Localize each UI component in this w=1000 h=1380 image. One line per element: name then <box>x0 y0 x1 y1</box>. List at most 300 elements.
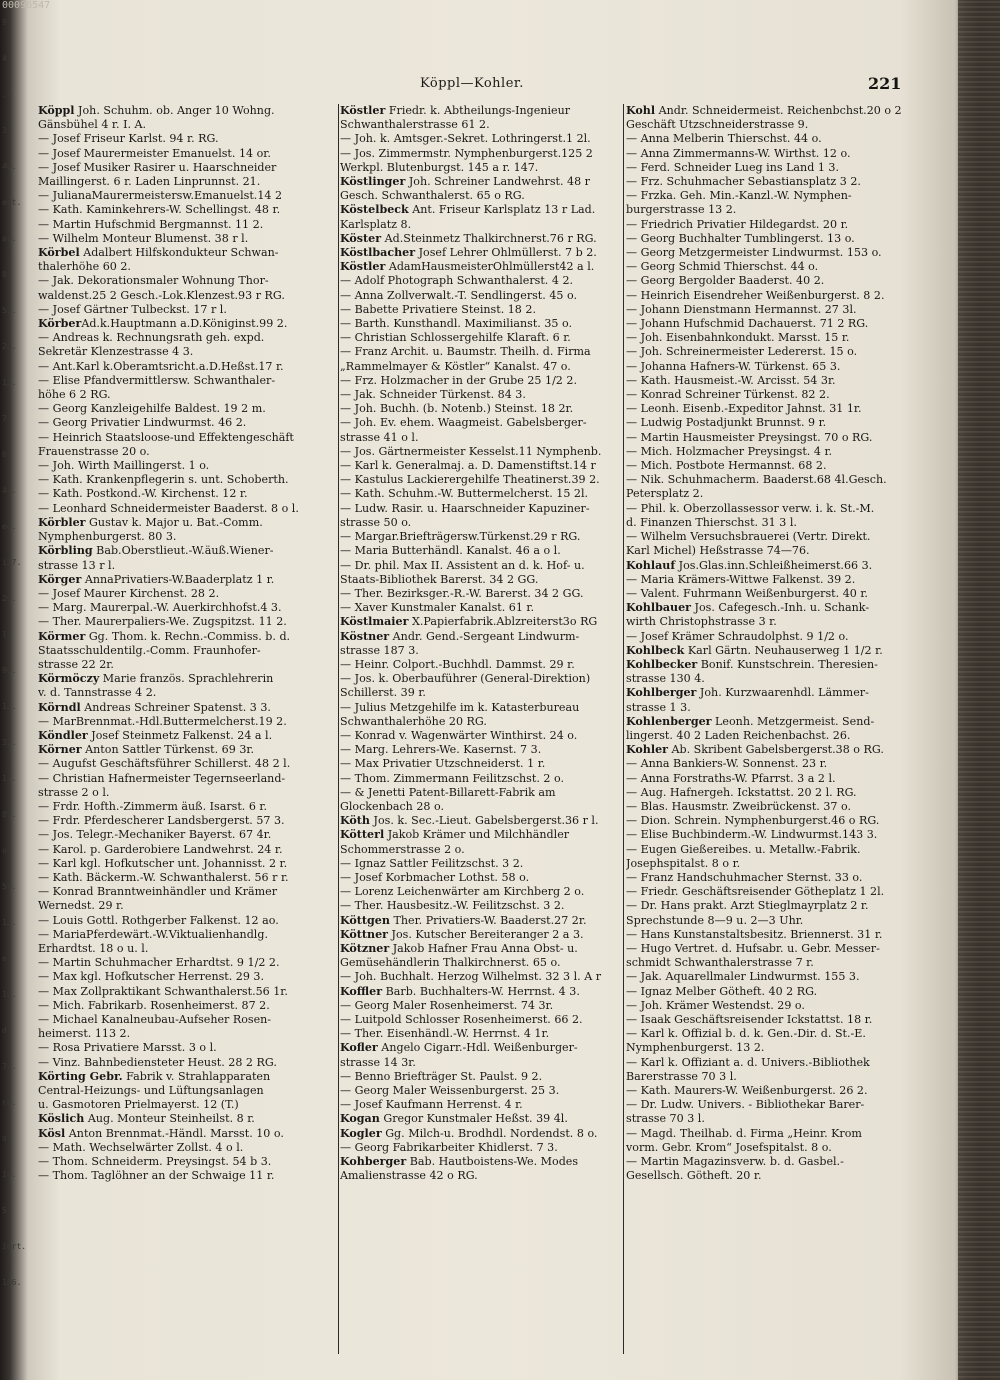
entry-text: — Maria Krämers-Wittwe Falkenst. 39 2. <box>626 572 856 586</box>
entry-text: Frauenstrasse 20 o. <box>38 444 150 458</box>
entry-text: — Georg Maler Weissenburgerst. 25 3. <box>340 1084 560 1098</box>
directory-entry <box>340 530 625 544</box>
directory-entry <box>340 360 625 374</box>
directory-entry <box>626 459 928 473</box>
directory-entry <box>340 473 625 487</box>
entry-text: — Rosa Privatiere Marsst. 3 o l. <box>38 1041 217 1055</box>
entry-text: Barb. Buchhalters-W. Herrnst. 4 3. <box>382 984 580 998</box>
directory-entry <box>626 573 928 587</box>
entry-text: Josephspitalst. 8 o r. <box>626 856 741 870</box>
directory-entry <box>626 1155 928 1169</box>
directory-entry <box>340 701 625 715</box>
surname: Köstlbacher <box>340 246 416 260</box>
directory-entry <box>340 1141 625 1155</box>
margin-mark: 8. <box>2 270 12 279</box>
entry-text: — Kath. Kaminkehrers-W. Schellingst. 48 r. <box>38 203 281 217</box>
directory-entry <box>340 331 625 345</box>
directory-entry <box>38 615 336 629</box>
page-number: 221 <box>868 74 902 93</box>
entry-text: — Joh. Ev. ehem. Waagmeist. Gabelsberger- <box>340 416 587 430</box>
surname: Kohberger <box>340 1155 407 1169</box>
entry-text: Jos. Kutscher Bereiteranger 2 a 3. <box>388 927 584 941</box>
entry-text: Joh. Schreiner Landwehrst. 48 r <box>405 175 590 189</box>
surname: Kösl <box>38 1126 66 1140</box>
directory-entry <box>38 374 336 388</box>
entry-text: — Julius Metzgehilfe im k. Katasterbureau <box>340 700 580 714</box>
directory-entry <box>38 928 336 942</box>
directory-entry <box>340 189 625 203</box>
directory-entry <box>38 942 336 956</box>
directory-entry <box>38 388 336 402</box>
entry-text: — Heinrich Staatsloose-und Effektengeschäft <box>38 430 294 444</box>
directory-entry <box>626 729 928 743</box>
entry-text: — Hans Kunstanstaltsbesitz. Briennerst. 31 r. <box>626 927 883 941</box>
directory-entry <box>38 331 336 345</box>
directory-entry <box>38 644 336 658</box>
directory-entry <box>38 260 336 274</box>
entry-text: Gemüsehändlerin Thalkirchnerst. 65 o. <box>340 956 561 970</box>
margin-mark: 3. <box>2 126 12 135</box>
margin-mark: 89. <box>2 810 17 819</box>
directory-entry <box>626 161 928 175</box>
directory-entry <box>626 715 928 729</box>
directory-entry <box>626 658 928 672</box>
directory-entry <box>340 843 625 857</box>
directory-entry <box>38 289 336 303</box>
entry-text: Karlsplatz 8. <box>340 217 412 231</box>
directory-entry <box>340 147 625 161</box>
scan-id: 00096547 <box>2 0 51 11</box>
directory-entry <box>340 644 625 658</box>
directory-entry <box>38 161 336 175</box>
entry-text: — Friedr. Geschäftsreisender Götheplatz 1 2l. <box>626 885 885 899</box>
directory-entry <box>38 1084 336 1098</box>
directory-entry <box>626 1098 928 1112</box>
entry-text: Leonh. Metzgermeist. Send- <box>711 714 875 728</box>
entry-text: — Valent. Fuhrmann Weißenburgerst. 40 r. <box>626 586 868 600</box>
margin-mark: 32. <box>2 738 17 747</box>
entry-text: — Jos. k. Oberbauführer (General-Direktion) <box>340 672 591 686</box>
directory-entry <box>38 1027 336 1041</box>
entry-text: — Johanna Hafners-W. Türkenst. 65 3. <box>626 359 841 373</box>
margin-mark: i27. <box>2 558 22 567</box>
directory-entry <box>340 772 625 786</box>
directory-entry <box>626 203 928 217</box>
entry-text: strasse 2 o l. <box>38 785 110 799</box>
directory-entry <box>340 1041 625 1055</box>
directory-entry <box>38 1155 336 1169</box>
entry-text: — Konrad Branntweinhändler und Krämer <box>38 885 278 899</box>
entry-text: — Martin Schuhmacher Erhardtst. 9 1/2 2. <box>38 956 280 970</box>
entry-text: — Georg Privatier Lindwurmst. 46 2. <box>38 416 247 430</box>
entry-text: Central-Heizungs- und Lüftungsanlagen <box>38 1084 264 1098</box>
directory-entry <box>38 601 336 615</box>
margin-mark: .4 <box>2 90 12 99</box>
margin-mark: 5. <box>2 1206 12 1215</box>
margin-mark: 44. <box>2 486 17 495</box>
entry-text: vorm. Gebr. Krom“ Josefspitalst. 8 o. <box>626 1140 832 1154</box>
directory-entry <box>340 814 625 828</box>
entry-text: — Ludw. Rasir. u. Haarschneider Kapuziner- <box>340 501 590 515</box>
surname: Köstner <box>340 629 390 643</box>
directory-entry <box>626 899 928 913</box>
margin-mark: ed. <box>2 522 17 531</box>
entry-text: — Joh. Buchh. (b. Notenb.) Steinst. 18 2r. <box>340 402 574 416</box>
entry-text: — Anna Zimmermanns-W. Wirthst. 12 o. <box>626 146 851 160</box>
directory-entry <box>38 473 336 487</box>
entry-text: — Karl k. Generalmaj. a. D. Damenstiftst.14 r <box>340 459 596 473</box>
entry-text: — Frz. Holzmacher in der Grube 25 1/2 2. <box>340 373 577 387</box>
directory-entry <box>38 999 336 1013</box>
directory-entry <box>340 686 625 700</box>
entry-text: Fabrik v. Strahlapparaten <box>122 1069 271 1083</box>
entry-text: — Blas. Hausmstr. Zweibrückenst. 37 o. <box>626 799 851 813</box>
entry-text: — Joh. Eisenbahnkondukt. Marsst. 15 r. <box>626 331 850 345</box>
directory-entry <box>626 1141 928 1155</box>
margin-mark: 46. <box>2 162 17 171</box>
directory-column-3 <box>626 104 928 1183</box>
directory-entry <box>38 544 336 558</box>
entry-text: Gregor Kunstmaler Heßst. 39 4l. <box>379 1112 568 1126</box>
entry-text: — Wilhelm Versuchsbrauerei (Vertr. Direkt. <box>626 530 871 544</box>
entry-text: — Math. Wechselwärter Zollst. 4 o l. <box>38 1140 244 1154</box>
directory-entry <box>626 445 928 459</box>
directory-entry <box>626 516 928 530</box>
directory-entry <box>626 402 928 416</box>
directory-entry <box>340 729 625 743</box>
entry-text: — Heinrich Eisendreher Weißenburgerst. 8 2. <box>626 288 885 302</box>
entry-text: lingerst. 40 2 Laden Reichenbachst. 26. <box>626 728 851 742</box>
entry-text: Jos. Cafegesch.-Inh. u. Schank- <box>691 601 870 615</box>
directory-entry <box>38 1056 336 1070</box>
entry-text: Schommerstrasse 2 o. <box>340 842 465 856</box>
margin-mark: 54. <box>2 882 17 891</box>
directory-entry <box>38 686 336 700</box>
directory-entry <box>38 175 336 189</box>
entry-text: Andreas Schreiner Spatenst. 3 3. <box>80 700 271 714</box>
directory-entry <box>626 431 928 445</box>
directory-entry <box>38 899 336 913</box>
directory-entry <box>626 942 928 956</box>
surname: Körndl <box>38 700 81 714</box>
directory-entry <box>340 970 625 984</box>
entry-text: Glockenbach 28 o. <box>340 799 444 813</box>
directory-entry <box>340 431 625 445</box>
surname: Kohl <box>626 104 656 117</box>
entry-text: Ad.k.Hauptmann a.D.Königinst.99 2. <box>81 317 288 331</box>
directory-entry <box>626 559 928 573</box>
entry-text: Ther. Privatiers-W. Baaderst.27 2r. <box>389 913 587 927</box>
directory-entry <box>626 686 928 700</box>
entry-text: — Michael Kanalneubau-Aufseher Rosen- <box>38 1013 272 1026</box>
directory-entry <box>626 1169 928 1183</box>
surname: Kohlenberger <box>626 714 712 728</box>
directory-entry <box>340 1098 625 1112</box>
entry-text: — Thom. Schneiderm. Preysingst. 54 b 3. <box>38 1155 272 1169</box>
directory-entry <box>38 800 336 814</box>
margin-mark: 13. <box>2 918 17 927</box>
directory-entry <box>38 232 336 246</box>
directory-entry <box>626 885 928 899</box>
entry-text: AnnaPrivatiers-W.Baaderplatz 1 r. <box>81 572 275 586</box>
margin-mark: 166. <box>2 1278 22 1287</box>
entry-text: — Louis Gottl. Rothgerber Falkenst. 12 ao. <box>38 913 279 927</box>
entry-text: waldenst.25 2 Gesch.-Lok.Klenzest.93 r RG. <box>38 288 285 302</box>
surname: Köppl <box>38 104 75 117</box>
margin-mark: d. <box>2 1134 12 1143</box>
directory-entry <box>38 1013 336 1027</box>
directory-entry <box>340 203 625 217</box>
entry-text: Staats-Bibliothek Barerst. 34 2 GG. <box>340 572 539 586</box>
directory-entry <box>340 743 625 757</box>
directory-entry <box>38 658 336 672</box>
entry-text: — Georg Kanzleigehilfe Baldest. 19 2 m. <box>38 402 266 416</box>
directory-entry <box>340 630 625 644</box>
directory-entry <box>626 232 928 246</box>
entry-text: Gustav k. Major u. Bat.-Comm. <box>85 515 263 529</box>
directory-entry <box>340 402 625 416</box>
surname: Kohlberger <box>626 686 697 700</box>
entry-text: — JulianaMaurermeistersw.Emanuelst.14 2 <box>38 189 283 203</box>
margin-mark: e. <box>2 954 12 963</box>
entry-text: — Ludwig Postadjunkt Brunnst. 9 r. <box>626 416 827 430</box>
directory-entry <box>340 1112 625 1126</box>
directory-entry <box>340 104 625 118</box>
entry-text: — Dion. Schrein. Nymphenburgerst.46 o RG. <box>626 814 880 828</box>
directory-entry <box>340 615 625 629</box>
directory-entry <box>38 345 336 359</box>
directory-entry <box>38 573 336 587</box>
surname: Köndler <box>38 728 88 742</box>
entry-text: — Frzka. Geh. Min.-Kanzl.-W. Nymphen- <box>626 189 852 203</box>
directory-entry <box>340 942 625 956</box>
directory-entry <box>626 1013 928 1027</box>
book-edge <box>958 0 1000 1380</box>
entry-text: — Andreas k. Rechnungsrath geh. expd. <box>38 331 265 345</box>
directory-entry <box>626 970 928 984</box>
entry-text: — Dr. phil. Max II. Assistent an d. k. Hof- u. <box>340 558 585 572</box>
margin-mark: 7 <box>2 414 7 423</box>
directory-entry <box>38 587 336 601</box>
margin-mark: 90. <box>2 666 17 675</box>
margin-mark: 9. <box>2 18 12 27</box>
entry-text: Petersplatz 2. <box>626 487 704 501</box>
surname: Körbel <box>38 246 80 260</box>
entry-text: — Josef Musiker Rasirer u. Haarschneider <box>38 160 277 174</box>
entry-text: Geschäft Utzschneiderstrasse 9. <box>626 118 809 132</box>
directory-entry <box>626 218 928 232</box>
directory-entry <box>340 260 625 274</box>
directory-entry <box>626 388 928 402</box>
surname: Köstler <box>340 260 386 274</box>
directory-entry <box>38 445 336 459</box>
entry-text: — Jos. Telegr.-Mechaniker Bayerst. 67 4r. <box>38 828 272 842</box>
entry-text: — Jak. Schneider Türkenst. 84 3. <box>340 388 526 402</box>
directory-entry <box>38 402 336 416</box>
entry-text: — Ther. Eisenhändl.-W. Herrnst. 4 1r. <box>340 1027 550 1041</box>
directory-entry <box>38 502 336 516</box>
entry-text: Joh. Schuhm. ob. Anger 10 Wohng. <box>74 104 275 117</box>
entry-text: — Leonh. Eisenb.-Expeditor Jahnst. 31 1r. <box>626 402 862 416</box>
surname: Körner <box>38 743 82 757</box>
entry-text: — Josef Maurer Kirchenst. 28 2. <box>38 586 220 600</box>
entry-text: — Josef Maurermeister Emanuelst. 14 or. <box>38 146 271 160</box>
column-divider <box>338 104 339 1354</box>
directory-entry <box>626 814 928 828</box>
directory-entry <box>340 899 625 913</box>
directory-entry <box>626 630 928 644</box>
directory-entry <box>340 1169 625 1183</box>
directory-entry <box>340 303 625 317</box>
entry-text: Anton Brennmat.-Händl. Marsst. 10 o. <box>65 1126 284 1140</box>
margin-mark: iert. <box>2 1242 27 1251</box>
entry-text: — Martin Hufschmid Bergmannst. 11 2. <box>38 217 264 231</box>
entry-text: — Lorenz Leichenwärter am Kirchberg 2 o. <box>340 885 585 899</box>
entry-text: Joh. Kurzwaarenhdl. Lämmer- <box>696 686 869 700</box>
entry-text: — Ant.Karl k.Oberamtsricht.a.D.Heßst.17 r. <box>38 359 284 373</box>
margin-mark: d- <box>2 1026 12 1035</box>
entry-text: Wernedst. 29 r. <box>38 899 124 913</box>
directory-entry <box>340 1013 625 1027</box>
entry-text: Andr. Gend.-Sergeant Lindwurm- <box>389 629 580 643</box>
entry-text: — Jos. Gärtnermeister Kesselst.11 Nymphenb. <box>340 444 602 458</box>
entry-text: „Rammelmayer & Köstler“ Kanalst. 47 o. <box>340 359 571 373</box>
entry-text: — Joh. Schreinermeister Ledererst. 15 o. <box>626 345 858 359</box>
entry-text: Gg. Milch-u. Brodhdl. Nordendst. 8 o. <box>381 1126 598 1140</box>
directory-entry <box>626 999 928 1013</box>
surname: Koffler <box>340 984 383 998</box>
entry-text: — Franz Archit. u. Baumstr. Theilh. d. Firma <box>340 345 591 359</box>
entry-text: X.Papierfabrik.Ablzreiterst3o RG <box>408 615 598 629</box>
directory-entry <box>626 743 928 757</box>
entry-text: — Ther. Maurerpaliers-We. Zugspitzst. 11 2. <box>38 615 287 629</box>
entry-text: — Luitpold Schlosser Rosenheimerst. 66 2. <box>340 1013 583 1026</box>
directory-entry <box>38 487 336 501</box>
surname: Kohler <box>626 743 668 757</box>
directory-entry <box>340 828 625 842</box>
entry-text: strasse 13 r l. <box>38 558 116 572</box>
entry-text: Marie französ. Sprachlehrerin <box>99 672 274 686</box>
entry-text: Jakob Krämer und Milchhändler <box>384 828 570 842</box>
entry-text: — Georg Schmid Thierschst. 44 o. <box>626 260 819 274</box>
entry-text: — Franz Handschuhmacher Sternst. 33 o. <box>626 870 863 884</box>
directory-entry <box>340 786 625 800</box>
margin-mark: re. <box>2 1098 17 1107</box>
directory-entry <box>340 573 625 587</box>
directory-entry <box>340 388 625 402</box>
entry-text: — MariaPferdewärt.-W.Viktualienhandlg. <box>38 927 268 941</box>
entry-text: — Johann Dienstmann Hermannst. 27 3l. <box>626 302 857 316</box>
entry-text: thalerhöhe 60 2. <box>38 260 131 274</box>
directory-entry <box>626 800 928 814</box>
directory-entry <box>626 289 928 303</box>
entry-text: — Anna Forstraths-W. Pfarrst. 3 a 2 l. <box>626 771 836 785</box>
entry-text: Sekretär Klenzestrasse 4 3. <box>38 345 194 359</box>
entry-text: Friedr. k. Abtheilungs-Ingenieur <box>385 104 571 117</box>
entry-text: — Augufst Geschäftsführer Schillerst. 48 2 l. <box>38 757 291 771</box>
entry-text: Gesch. Schwanthalerst. 65 o RG. <box>340 189 525 203</box>
directory-entry <box>626 118 928 132</box>
entry-text: — Margar.Briefträgersw.Türkenst.29 r RG. <box>340 530 581 544</box>
entry-text: — Wilhelm Monteur Blumenst. 38 r l. <box>38 231 249 245</box>
directory-entry <box>38 274 336 288</box>
entry-text: heimerst. 113 2. <box>38 1027 131 1041</box>
entry-text: — Barth. Kunsthandl. Maximilianst. 35 o. <box>340 317 572 331</box>
directory-entry <box>626 416 928 430</box>
directory-entry <box>626 303 928 317</box>
entry-text: Bab.Oberstlieut.-W.äuß.Wiener- <box>92 544 274 558</box>
directory-entry <box>626 1112 928 1126</box>
directory-entry <box>626 786 928 800</box>
directory-entry <box>38 828 336 842</box>
directory-entry <box>340 672 625 686</box>
entry-text: — Xaver Kunstmaler Kanalst. 61 r. <box>340 601 535 615</box>
entry-text: Nymphenburgerst. 13 2. <box>626 1041 765 1055</box>
surname: Köttner <box>340 927 389 941</box>
directory-entry <box>340 885 625 899</box>
directory-entry <box>38 246 336 260</box>
entry-text: Jakob Hafner Frau Anna Obst- u. <box>389 941 578 955</box>
directory-entry <box>38 104 336 118</box>
directory-entry <box>38 743 336 757</box>
entry-text: — & Jenetti Patent-Billarett-Fabrik am <box>340 785 556 799</box>
entry-text: — Babette Privatiere Steinst. 18 2. <box>340 302 536 316</box>
entry-text: Josef Steinmetz Falkenst. 24 a l. <box>87 728 273 742</box>
directory-entry <box>626 701 928 715</box>
directory-entry <box>626 189 928 203</box>
directory-entry <box>38 1041 336 1055</box>
directory-entry <box>626 360 928 374</box>
directory-entry <box>38 530 336 544</box>
entry-text: — Hugo Vertret. d. Hufsabr. u. Gebr. Messer- <box>626 941 880 955</box>
entry-text: Adalbert Hilfskondukteur Schwan- <box>79 246 279 260</box>
directory-entry <box>626 1041 928 1055</box>
directory-entry <box>340 345 625 359</box>
entry-text: — Josef Friseur Karlst. 94 r. RG. <box>38 132 219 146</box>
directory-entry <box>38 559 336 573</box>
surname: Körger <box>38 572 82 586</box>
surname: Kohlbeck <box>626 643 685 657</box>
directory-entry <box>38 630 336 644</box>
directory-entry <box>38 317 336 331</box>
entry-text: — Dr. Hans prakt. Arzt Stieglmayrplatz 2 r. <box>626 899 869 913</box>
directory-entry <box>340 289 625 303</box>
margin-mark: 10. <box>2 990 17 999</box>
directory-entry <box>626 1027 928 1041</box>
surname: Kofler <box>340 1041 378 1055</box>
entry-text: Aug. Monteur Steinheilst. 8 r. <box>84 1112 255 1126</box>
entry-text: — Anna Melberin Thierschst. 44 o. <box>626 132 822 146</box>
entry-text: — Mich. Postbote Hermannst. 68 2. <box>626 459 827 473</box>
entry-text: — Nik. Schuhmacherm. Baaderst.68 4l.Gesch. <box>626 473 887 487</box>
margin-mark: 20. <box>2 594 17 603</box>
directory-entry <box>340 601 625 615</box>
entry-text: Gg. Thom. k. Rechn.-Commiss. b. d. <box>85 629 291 643</box>
directory-entry <box>340 516 625 530</box>
directory-entry <box>626 345 928 359</box>
directory-entry <box>38 871 336 885</box>
entry-text: schmidt Schwanthalerstrasse 7 r. <box>626 956 814 970</box>
entry-text: — Karl k. Offizial b. d. k. Gen.-Dir. d. St.-E. <box>626 1027 866 1041</box>
entry-text: Schillerst. 39 r. <box>340 686 426 700</box>
entry-text: Angelo Cigarr.-Hdl. Weißenburger- <box>377 1041 578 1055</box>
margin-mark: 13. <box>2 702 17 711</box>
directory-entry <box>340 956 625 970</box>
directory-entry <box>340 857 625 871</box>
directory-entry <box>38 303 336 317</box>
directory-entry <box>340 232 625 246</box>
entry-text: Bonif. Kunstschrein. Theresien- <box>697 657 878 671</box>
